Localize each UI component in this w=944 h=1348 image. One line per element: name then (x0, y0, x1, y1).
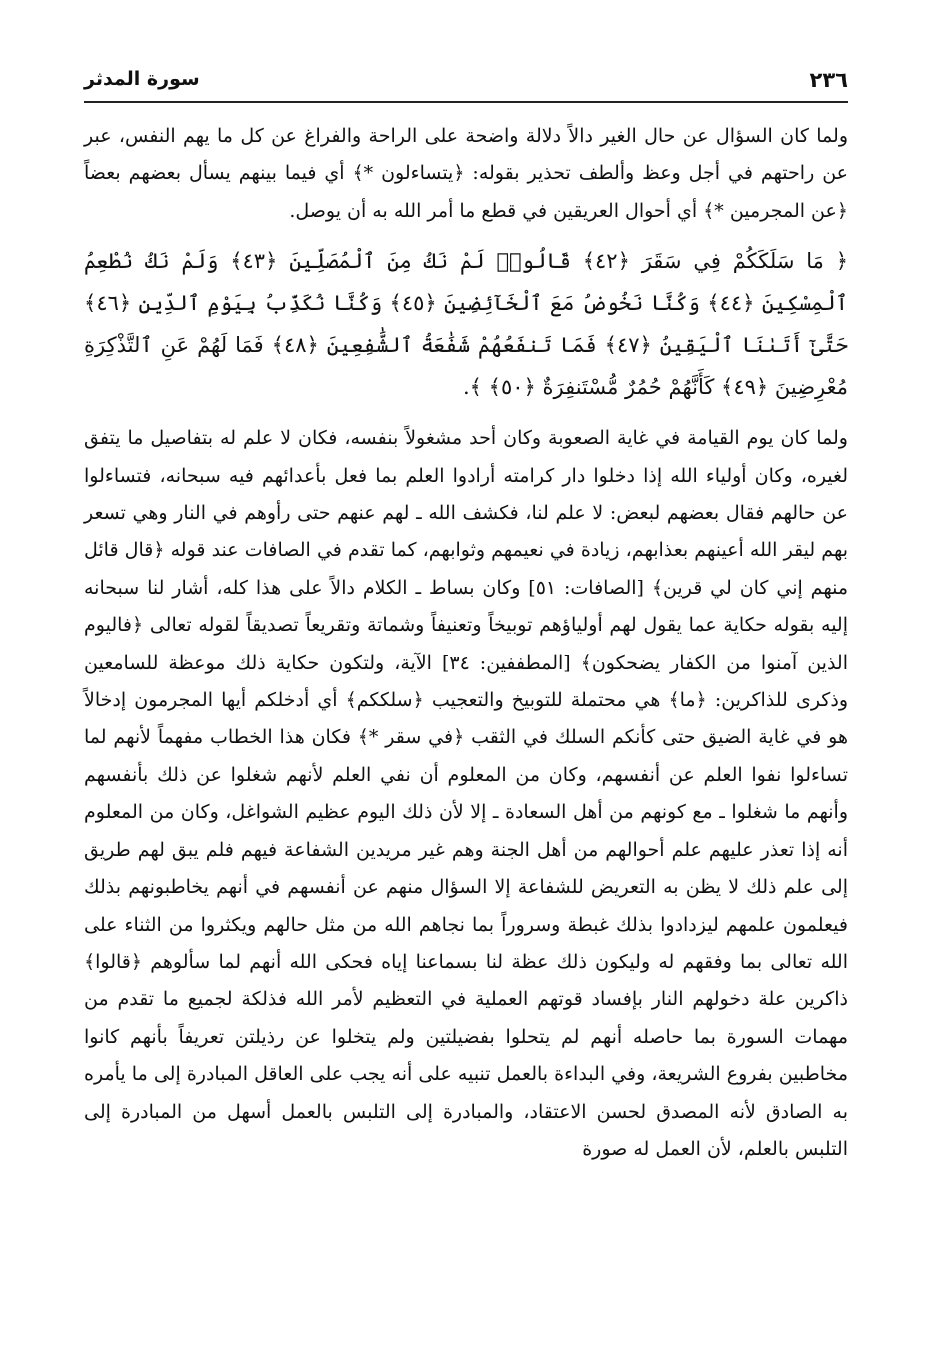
header-rule (84, 101, 848, 103)
commentary-paragraph: ولما كان يوم القيامة في غاية الصعوبة وكان أحد مشغولاً بنفسه، فكان لا علم له بتفاصيل ما يتفق لغيره، وكان أولياء الله إذا دخلوا دار كرامته أرادوا العلم بما فعل بأعدائهم فيه سبحانه، فتساءلوا عن حالهم فقال بعضهم لبعض: لا علم لنا، فكشف الله ـ لهم عنهم حتى رأوهم في النار وهي تسعر بهم ليقر الله أعينهم بعذابهم، زيادة في نعيمهم وثوابهم، كما تقدم في الصافات عند قوله ﴿قال قائل منهم إني كان لي قرين﴾ [الصافات: ٥١] وكان بساط ـ الكلام دالاً على هذا كله، أشار لنا سبحانه إليه بقوله حكاية عما يقول لهم أولياؤهم توبيخاً وتعنيفاً وشماتة وتقريعاً تصديقاً لقوله تعالى ﴿فاليوم الذين آمنوا من الكفار يضحكون﴾ [المطففين: ٣٤] الآية، ولتكون حكاية ذلك موعظة للسامعين وذكرى للذاكرين: ﴿ما﴾ هي محتملة للتوبيخ والتعجيب ﴿سلككم﴾ أي أدخلكم أيها المجرمون إدخالاً هو في غاية الضيق حتى كأنكم السلك في الثقب ﴿في سقر *﴾ فكان هذا الخطاب مفهماً لأنهم لما تساءلوا نفوا العلم عن أنفسهم، وكان من المعلوم أن نفي العلم لأنهم شغلوا عن ذلك بأنفسهم وأنهم ما شغلوا ـ مع كونهم من أهل السعادة ـ إلا لأن ذلك اليوم عظيم الشواغل، وكان من المعلوم أنه إذا تعذر عليهم علم أحوالهم من أهل الجنة وهم غير مريدين الشفاعة فيهم فلم يبق لهم طريق إلى علم ذلك لا يظن به التعريض للشفاعة إلا السؤال منهم عن أنفسهم في أنهم يخاطبونهم بذلك فيعلمون علمهم ليزدادوا بذلك غبطة وسروراً بما نجاهم الله من مثل حالهم ويكثروا من الثناء على الله تعالى بما وفقهم له وليكون ذلك عظة لنا بسماعنا إياه فحكى الله أنهم لما سألوهم ﴿قالوا﴾ ذاكرين علة دخولهم النار بإفساد قوتهم العملية في التعظيم لأمر الله فذلكة لجميع ما تقدم من مهمات السورة بما حاصله أنهم لم يتحلوا بفضيلتين ولم يتخلوا عن رذيلتن تعريفاً بأنهم كانوا مخاطبين بفروع الشريعة، وفي البداءة بالعمل تنبيه على أنه يجب على العاقل المبادرة إلى ما يأمره به الصادق لأنه المصدق لحسن الاعتقاد، والمبادرة إلى التلبس بالعمل أسهل من المبادرة إلى التلبس بالعلم، لأن العمل له صورة (84, 427, 848, 1160)
page-header (84, 62, 848, 96)
page-body (84, 118, 848, 1168)
intro-paragraph: ولما كان السؤال عن حال الغير دالاً دلالة واضحة على الراحة والفراغ عن كل ما يهم النفس، عبر عن راحتهم في أجل وعظ وألطف تحذير بقوله: ﴿يتساءلون *﴾ أي فيما بينهم يسأل بعضهم بعضاً ﴿عن المجرمين *﴾ أي أحوال العريقين في قطع ما أمر الله به أن يوصل. (84, 125, 848, 222)
surah-name: سورة المدثر (84, 68, 200, 90)
quran-verses-block: ﴿ مَا سَلَكَكُمْ فِي سَقَرَ ﴿٤٢﴾ قَالُوا۟ لَمْ نَكُ مِنَ ٱلْمُصَلِّينَ ﴿٤٣﴾ وَلَمْ نَكُ نُطْعِمُ ٱلْمِسْكِينَ ﴿٤٤﴾ وَكُنَّا نَخُوضُ مَعَ ٱلْخَآئِضِينَ ﴿٤٥﴾ وَكُنَّا نُكَذِّبُ بِيَوْمِ ٱلدِّينِ ﴿٤٦﴾ حَتَّىٰٓ أَتَىٰنَا ٱلْيَقِينُ ﴿٤٧﴾ فَمَا تَنفَعُهُمْ شَفَٰعَةُ ٱلشَّٰفِعِينَ ﴿٤٨﴾ فَمَا لَهُمْ عَنِ ٱلتَّذْكِرَةِ مُعْرِضِينَ ﴿٤٩﴾ كَأَنَّهُمْ حُمُرٌ مُّسْتَنفِرَةٌ ﴿٥٠﴾ ﴾. (84, 249, 849, 400)
page-number: ٢٣٦ (809, 68, 848, 92)
